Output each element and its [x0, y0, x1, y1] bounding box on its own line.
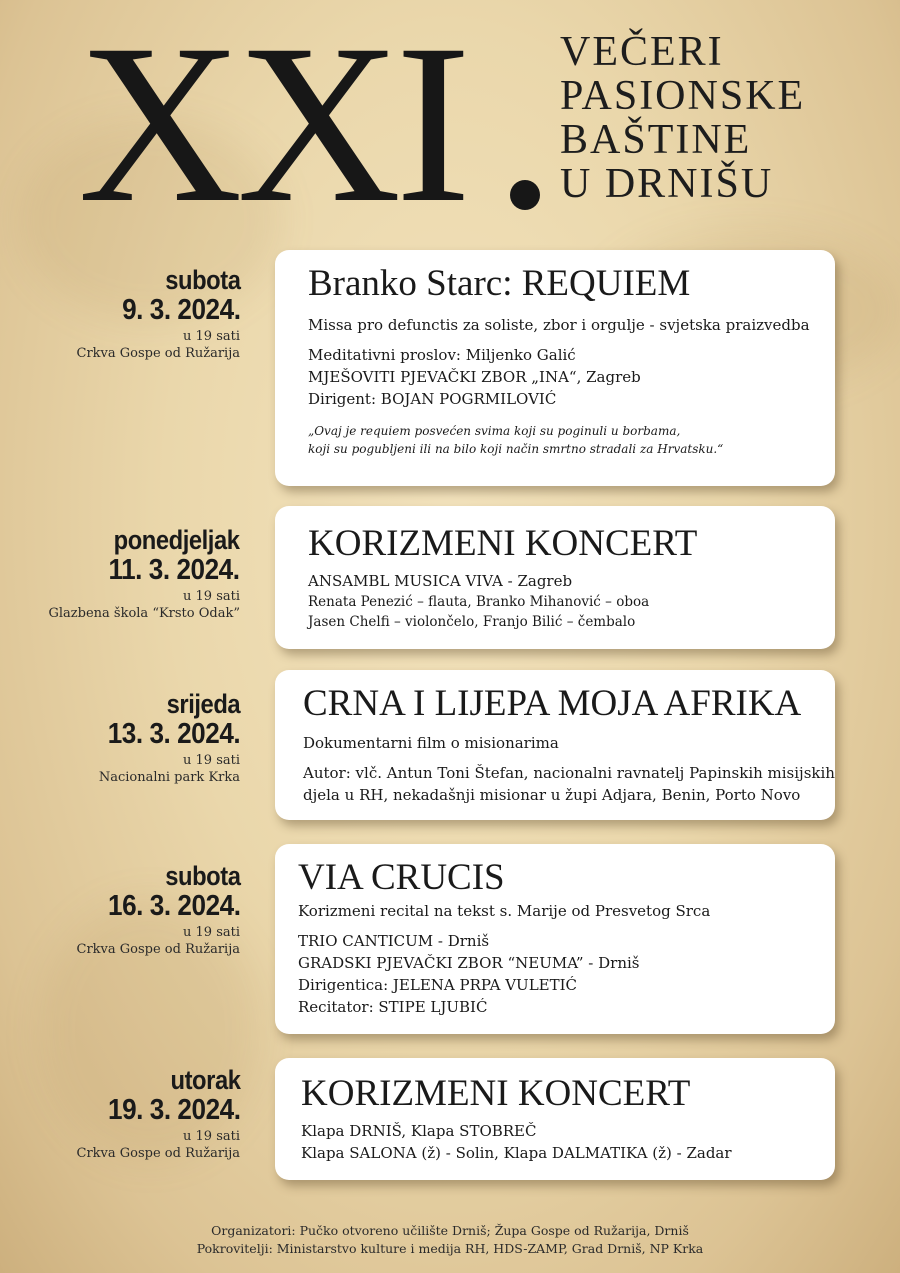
event-title: KORIZMENI KONCERT: [308, 523, 698, 564]
event-day: subota: [164, 861, 240, 891]
numeral-dot: [510, 180, 540, 210]
event-time: u 19 sati: [183, 753, 240, 768]
event-day: srijeda: [166, 689, 240, 719]
event-line: GRADSKI PJEVAČKI ZBOR “NEUMA” - Drniš: [298, 954, 640, 972]
event-line: Dirigentica: JELENA PRPA VULETIĆ: [298, 976, 578, 994]
subtitle-line: BAŠTINE: [560, 117, 752, 163]
festival-subtitle: [560, 30, 805, 206]
event-time: u 19 sati: [183, 329, 240, 344]
event-date: 13. 3. 2024.: [107, 718, 240, 750]
event-line: Recitator: STIPE LJUBIĆ: [298, 998, 488, 1016]
footer-organizers: Organizatori: Pučko otvoreno učilište Drniš; Župa Gospe od Ružarija, Drniš: [211, 1223, 689, 1238]
event-line: MJEŠOVITI PJEVAČKI ZBOR „INA“, Zagreb: [308, 368, 641, 386]
event-card: [275, 506, 835, 649]
event-line: ANSAMBL MUSICA VIVA - Zagreb: [308, 572, 573, 590]
event-time: u 19 sati: [183, 1129, 240, 1144]
event-line: Klapa SALONA (ž) - Solin, Klapa DALMATIKA (ž) - Zadar: [301, 1144, 732, 1162]
edition-numeral: XXI: [78, 0, 466, 250]
event-card: [275, 844, 835, 1034]
event-date-block: [77, 1066, 241, 1162]
event-time: u 19 sati: [183, 925, 240, 940]
subtitle-line: VEČERI: [560, 29, 724, 75]
event-line: Autor: vlč. Antun Toni Štefan, nacionalni ravnatelj Papinskih misijskih: [303, 764, 835, 782]
event-title: VIA CRUCIS: [298, 857, 505, 898]
event-date: 19. 3. 2024.: [107, 1094, 241, 1126]
event-line: Missa pro defunctis za soliste, zbor i orgulje - svjetska praizvedba: [308, 316, 810, 334]
event-day: utorak: [170, 1065, 240, 1095]
event-line: TRIO CANTICUM - Drniš: [298, 932, 490, 950]
event-line: Klapa DRNIŠ, Klapa STOBREČ: [301, 1122, 537, 1140]
event-card: [275, 250, 835, 486]
event-time: u 19 sati: [183, 589, 240, 604]
event-line: Renata Penezić – flauta, Branko Mihanović – oboa: [308, 594, 650, 610]
event-line: Meditativni proslov: Miljenko Galić: [308, 346, 576, 364]
event-date-block: [77, 266, 241, 362]
event-quote: koji su pogubljeni ili na bilo koji način smrtno stradali za Hrvatsku.“: [308, 442, 724, 456]
event-date-block: [48, 526, 240, 622]
event-line: Dirigent: BOJAN POGRMILOVIĆ: [308, 390, 557, 408]
subtitle-line: U DRNIŠU: [560, 161, 774, 207]
event-day: subota: [164, 265, 240, 295]
event-date: 11. 3. 2024.: [108, 554, 240, 586]
event-line: Dokumentarni film o misionarima: [303, 734, 559, 752]
event-card: [275, 670, 835, 820]
event-line: Jasen Chelfi – violončelo, Franjo Bilić – čembalo: [308, 614, 636, 630]
event-title: KORIZMENI KONCERT: [301, 1073, 691, 1114]
subtitle-line: PASIONSKE: [560, 73, 806, 119]
event-line: Korizmeni recital na tekst s. Marije od Presvetog Srca: [298, 902, 711, 920]
event-place: Crkva Gospe od Ružarija: [76, 346, 240, 361]
event-title: CRNA I LIJEPA MOJA AFRIKA: [303, 683, 802, 724]
event-date: 16. 3. 2024.: [107, 890, 241, 922]
event-place: Crkva Gospe od Ružarija: [76, 1146, 240, 1161]
event-line: djela u RH, nekadašnji misionar u župi Adjara, Benin, Porto Novo: [303, 786, 801, 804]
event-date-block: [93, 690, 240, 786]
event-title: Branko Starc: REQUIEM: [308, 263, 691, 304]
event-place: Crkva Gospe od Ružarija: [76, 942, 240, 957]
event-place: Glazbena škola “Krsto Odak”: [48, 606, 240, 621]
event-place: Nacionalni park Krka: [98, 770, 240, 785]
event-date: 9. 3. 2024.: [121, 294, 240, 326]
event-quote: „Ovaj je requiem posvećen svima koji su poginuli u borbama,: [308, 424, 681, 438]
event-card: [275, 1058, 835, 1180]
event-day: ponedjeljak: [114, 525, 240, 555]
footer-sponsors: Pokrovitelji: Ministarstvo kulture i medija RH, HDS-ZAMP, Grad Drniš, NP Krka: [196, 1241, 704, 1256]
event-date-block: [77, 862, 241, 958]
